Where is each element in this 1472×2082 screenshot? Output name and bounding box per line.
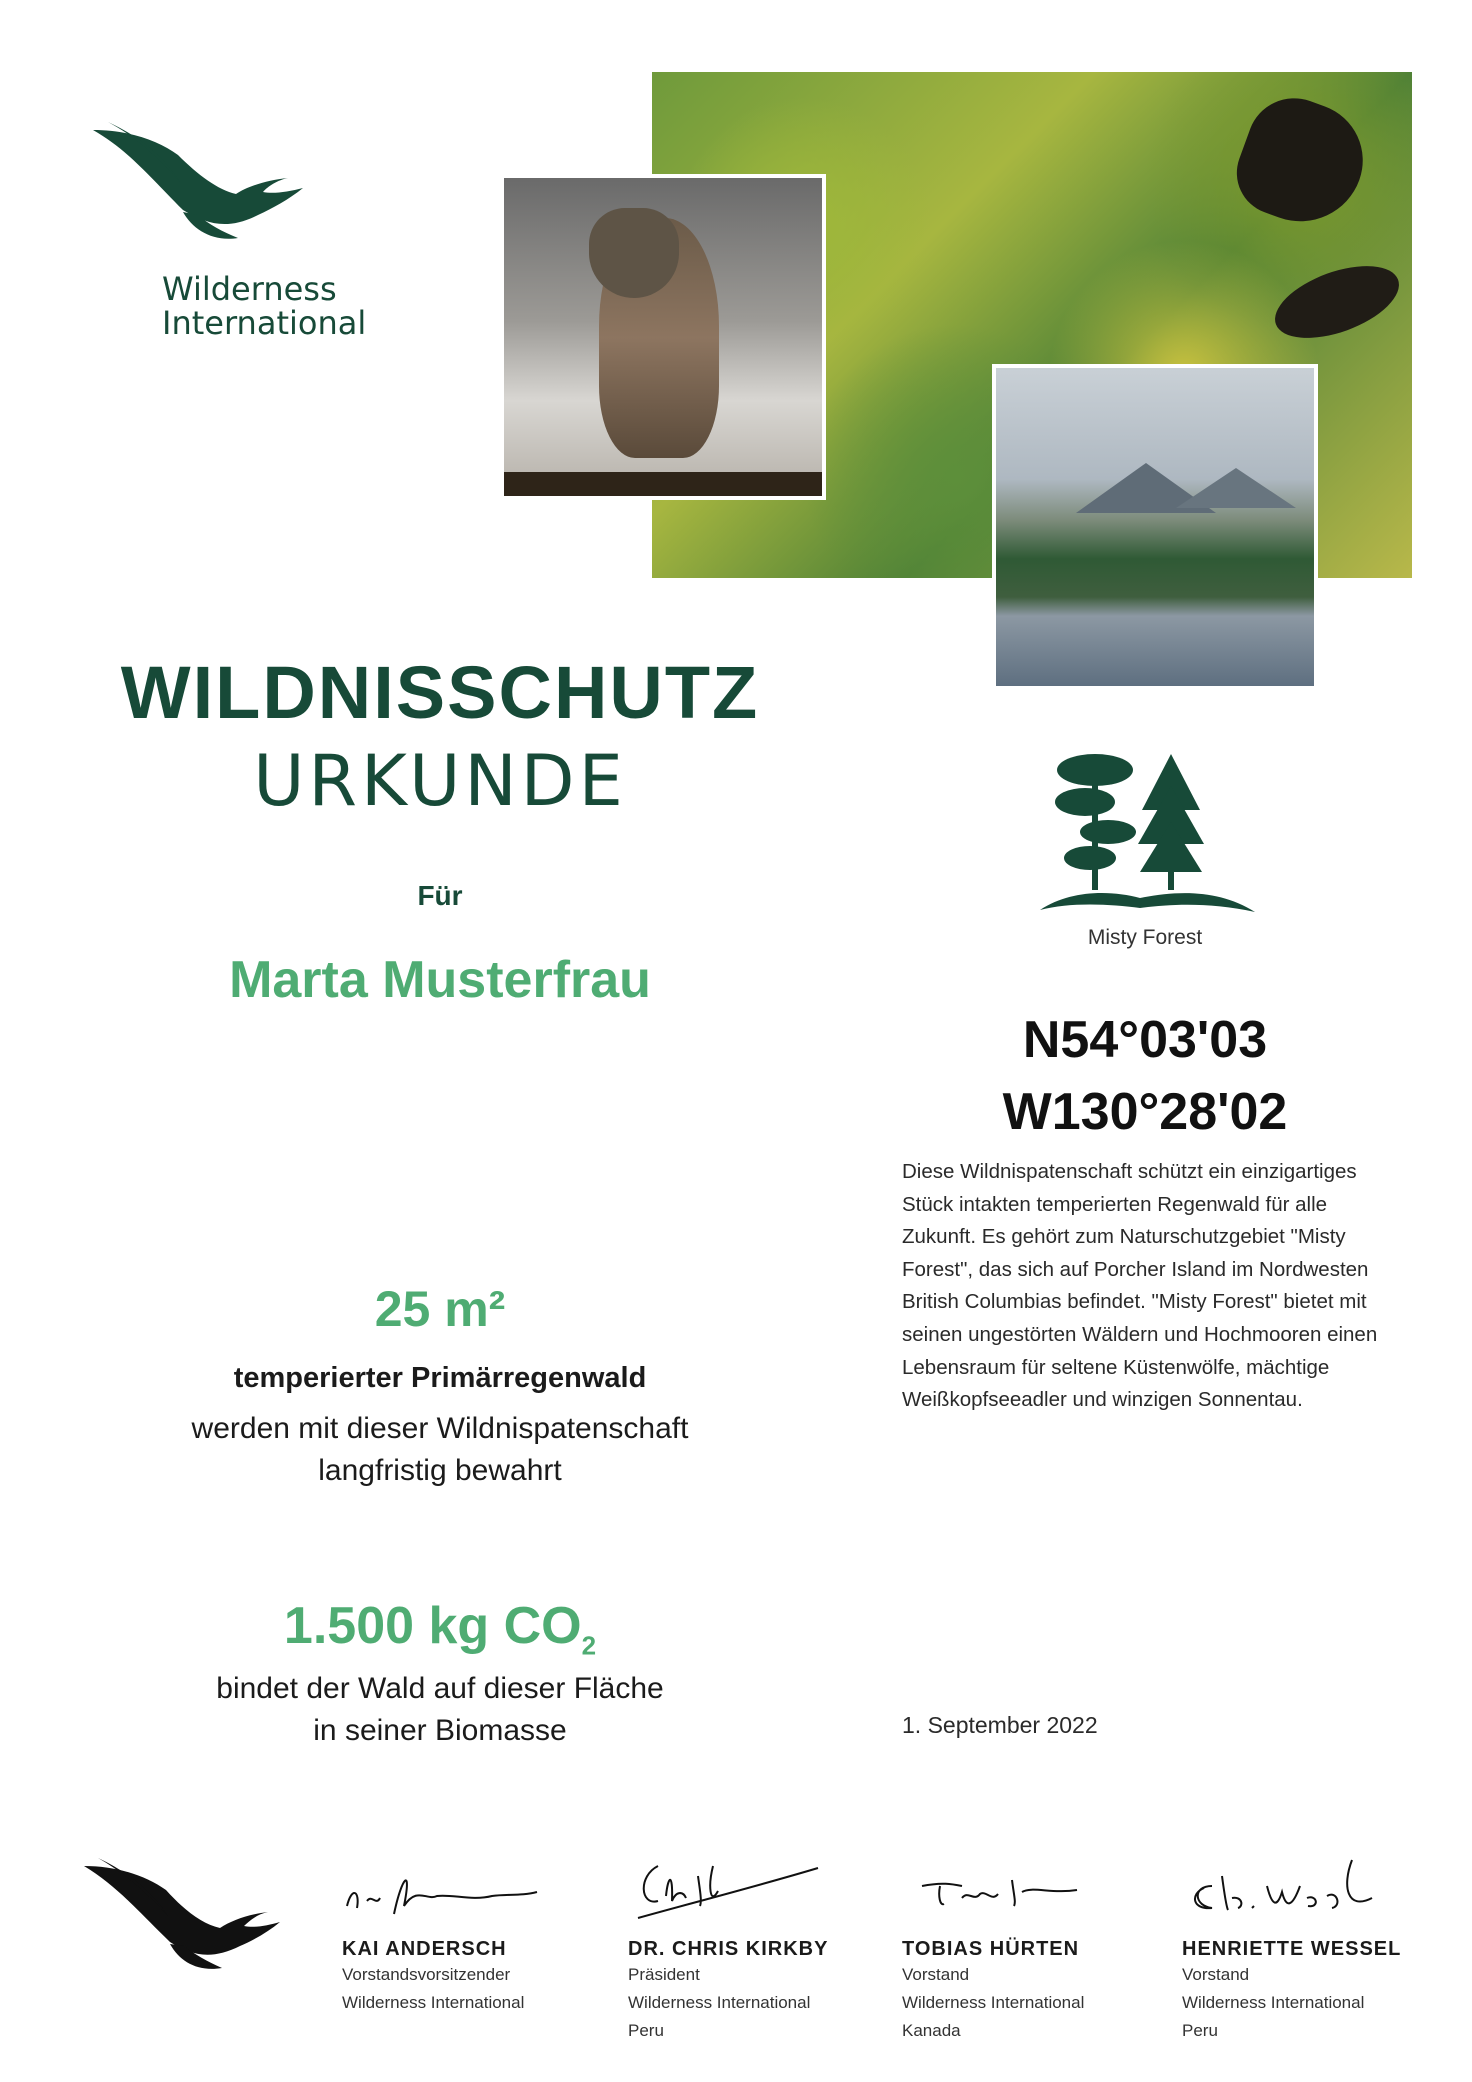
co2-value: 1.500 kg CO bbox=[283, 1597, 582, 1655]
forest-type: temperierter Primärregenwald bbox=[233, 1362, 647, 1394]
coordinate-longitude: W130°28'02 bbox=[1002, 1083, 1288, 1141]
co2-description-line2: in seiner Biomasse bbox=[313, 1714, 567, 1747]
eagle-logo-icon bbox=[88, 120, 308, 260]
area-description bbox=[100, 1408, 780, 1492]
signatory-name: HENRIETTE WESSEL bbox=[1182, 1938, 1402, 1960]
area-description-line2: langfristig bewahrt bbox=[318, 1454, 562, 1487]
signatory-org: Wilderness International bbox=[628, 1993, 811, 2012]
signatory-country: Peru bbox=[628, 2021, 664, 2040]
org-name bbox=[162, 272, 402, 340]
signatory-role: Vorstand bbox=[1182, 1965, 1250, 1984]
wolf-photo bbox=[500, 174, 826, 500]
signatory-role: Präsident bbox=[628, 1965, 700, 1984]
misty-forest-trees-icon bbox=[1030, 740, 1260, 920]
coordinate-latitude: N54°03'03 bbox=[1022, 1011, 1268, 1069]
signatory-3 bbox=[902, 1846, 1132, 2045]
co2-amount bbox=[100, 1596, 780, 1661]
co2-subscript: 2 bbox=[581, 1630, 597, 1661]
signature-1 bbox=[342, 1846, 542, 1926]
signature-4 bbox=[1182, 1846, 1382, 1926]
signatory-1 bbox=[342, 1846, 572, 2017]
signature-3 bbox=[902, 1846, 1102, 1926]
area-description-line1: werden mit dieser Wildnispatenschaft bbox=[191, 1412, 689, 1445]
pond-shape bbox=[1266, 252, 1409, 353]
signatory-country: Kanada bbox=[902, 2021, 961, 2040]
org-name-line1: Wilderness bbox=[162, 270, 337, 308]
signatory-role: Vorstand bbox=[902, 1965, 970, 1984]
eagle-icon bbox=[82, 1858, 282, 1988]
coastal-forest-photo bbox=[992, 364, 1318, 690]
certificate-date: 1. September 2022 bbox=[902, 1712, 1098, 1738]
co2-description bbox=[100, 1668, 780, 1752]
signatory-4 bbox=[1182, 1846, 1412, 2045]
signatory-org: Wilderness International bbox=[1182, 1993, 1365, 2012]
org-name-line2: International bbox=[162, 304, 367, 342]
mountain-shape bbox=[1176, 468, 1296, 508]
signatory-2 bbox=[628, 1846, 858, 2045]
certificate-title: WILDNISSCHUTZ bbox=[120, 651, 760, 734]
certificate-subtitle: URKUNDE bbox=[253, 740, 627, 822]
ground-shape bbox=[504, 472, 822, 496]
signatory-role: Vorstandsvorsitzender bbox=[342, 1965, 511, 1984]
signatory-org: Wilderness International bbox=[902, 1993, 1085, 2012]
wolf-head-shape bbox=[589, 208, 679, 298]
signatory-name: DR. CHRIS KIRKBY bbox=[628, 1938, 829, 1960]
co2-description-line1: bindet der Wald auf dieser Fläche bbox=[216, 1672, 664, 1705]
recipient-name: Marta Musterfrau bbox=[229, 951, 651, 1009]
signatory-country: Peru bbox=[1182, 2021, 1218, 2040]
reserve-description: Diese Wildnispatenschaft schützt ein einzigartiges Stück intakten temperierten Regenwald für alle Zukunft. Es gehört zum Naturschutzgebiet "Misty Forest", das sich auf Porcher Island im Nordwesten British Columbias befindet. "Misty Forest" bietet mit seinen ungestörten Wäldern und Hochmooren einen Lebensraum für seltene Küstenwölfe, mächtige Weißkopfseeadler und winzigen Sonnentau. bbox=[902, 1160, 1378, 1412]
signature-2 bbox=[628, 1846, 828, 1926]
signatory-org: Wilderness International bbox=[342, 1993, 525, 2012]
protected-area: 25 m² bbox=[374, 1281, 506, 1337]
pond-shape bbox=[1225, 85, 1379, 239]
signatory-name: KAI ANDERSCH bbox=[342, 1938, 507, 1960]
reserve-label: Misty Forest bbox=[1087, 926, 1203, 949]
for-label: Für bbox=[417, 880, 463, 911]
signatory-name: TOBIAS HÜRTEN bbox=[902, 1938, 1080, 1960]
